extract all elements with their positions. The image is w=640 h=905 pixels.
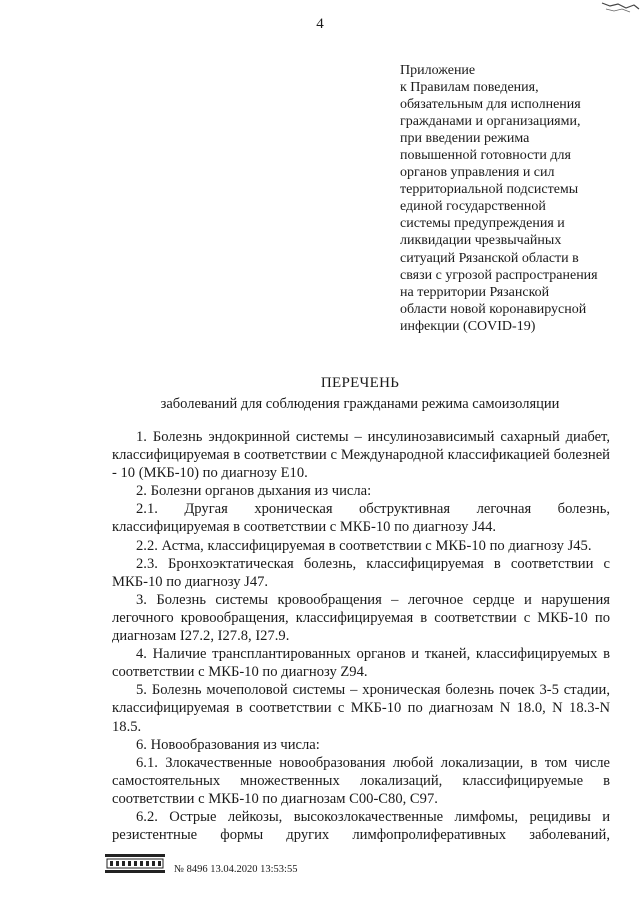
appendix-line: гражданами и организациями, [400,114,581,130]
list-item: 6. Новообразования из числа: [136,736,320,753]
appendix-line: области новой коронавирусной [400,301,587,317]
list-item: 2.3. Бронхоэктатическая болезнь, классифицируемая в соответствии с МКБ-10 по диагнозу J47. [112,555,610,590]
list-item: 3. Болезнь системы кровообращения – легочное сердце и нарушения легочного кровообращения, классифицируемая в соответствии с МКБ-10 по диагнозам I27.2, I27.8, I27.9. [112,591,610,645]
list-item: 2. Болезни органов дыхания из числа: [136,483,372,500]
registration-stamp-icon [104,853,166,875]
appendix-line: Приложение [400,63,476,78]
appendix-line: территориальной подсистемы [400,182,579,198]
list-item: 2.2. Астма, классифицируемая в соответствии с МКБ-10 по диагнозу J45. [136,537,592,554]
list-item: 6.2. Острые лейкозы, высокозлокачественные лимфомы, рецидивы и резистентные формы других лимфопролиферативных заболеваний, [112,808,610,844]
scan-artifact [600,0,640,14]
appendix-line: инфекции (COVID-19) [400,318,536,334]
appendix-line: ситуаций Рязанской области в [400,250,579,266]
appendix-line: при введении режима [400,131,530,147]
appendix-line: на территории Рязанской [400,284,550,300]
list-item: 4. Наличие трансплантированных органов и тканей, классифицируемых в соответствии с МКБ-10 по диагнозу Z94. [112,646,610,681]
appendix-line: связи с угрозой распространения [400,267,598,283]
appendix-line: единой государственной [400,199,546,215]
appendix-line: к Правилам поведения, [400,80,539,96]
list-item: 2.1. Другая хроническая обструктивная легочная болезнь, классифицируемая в соответствии с МКБ-10 по диагнозу J44. [112,501,610,536]
appendix-line: ликвидации чрезвычайных [400,233,562,249]
document-title: ПЕРЕЧЕНЬ [320,375,400,391]
appendix-line: обязательным для исполнения [400,97,581,113]
page-number: 4 [316,16,324,32]
list-item: 1. Болезнь эндокринной системы – инсулинозависимый сахарный диабет, классифицируемая в соответствии с Международной классификацией болезней - 10 (МКБ-10) по диагнозу Е10. [112,429,610,482]
list-item: 5. Болезнь мочеполовой системы – хроническая болезнь почек 3-5 стадии, классифицируемая в соответствии с МКБ-10 по диагнозам N 18.0, N 18.3-N 18.5. [112,682,610,735]
registration-number: № 8496 13.04.2020 13:53:55 [174,864,298,875]
disease-list [112,428,610,844]
document-subtitle: заболеваний для соблюдения гражданами режима самоизоляции [160,396,560,412]
appendix-block [400,62,618,335]
appendix-line: системы предупреждения и [400,216,565,232]
list-item: 6.1. Злокачественные новообразования любой локализации, в том числе самостоятельных множественных локализаций, классифицируемые в соответствии с МКБ-10 по диагнозам С00-С80, С97. [112,754,610,807]
appendix-line: органов управления и сил [400,165,555,181]
document-footer [104,853,344,883]
appendix-line: повышенной готовности для [400,148,571,164]
